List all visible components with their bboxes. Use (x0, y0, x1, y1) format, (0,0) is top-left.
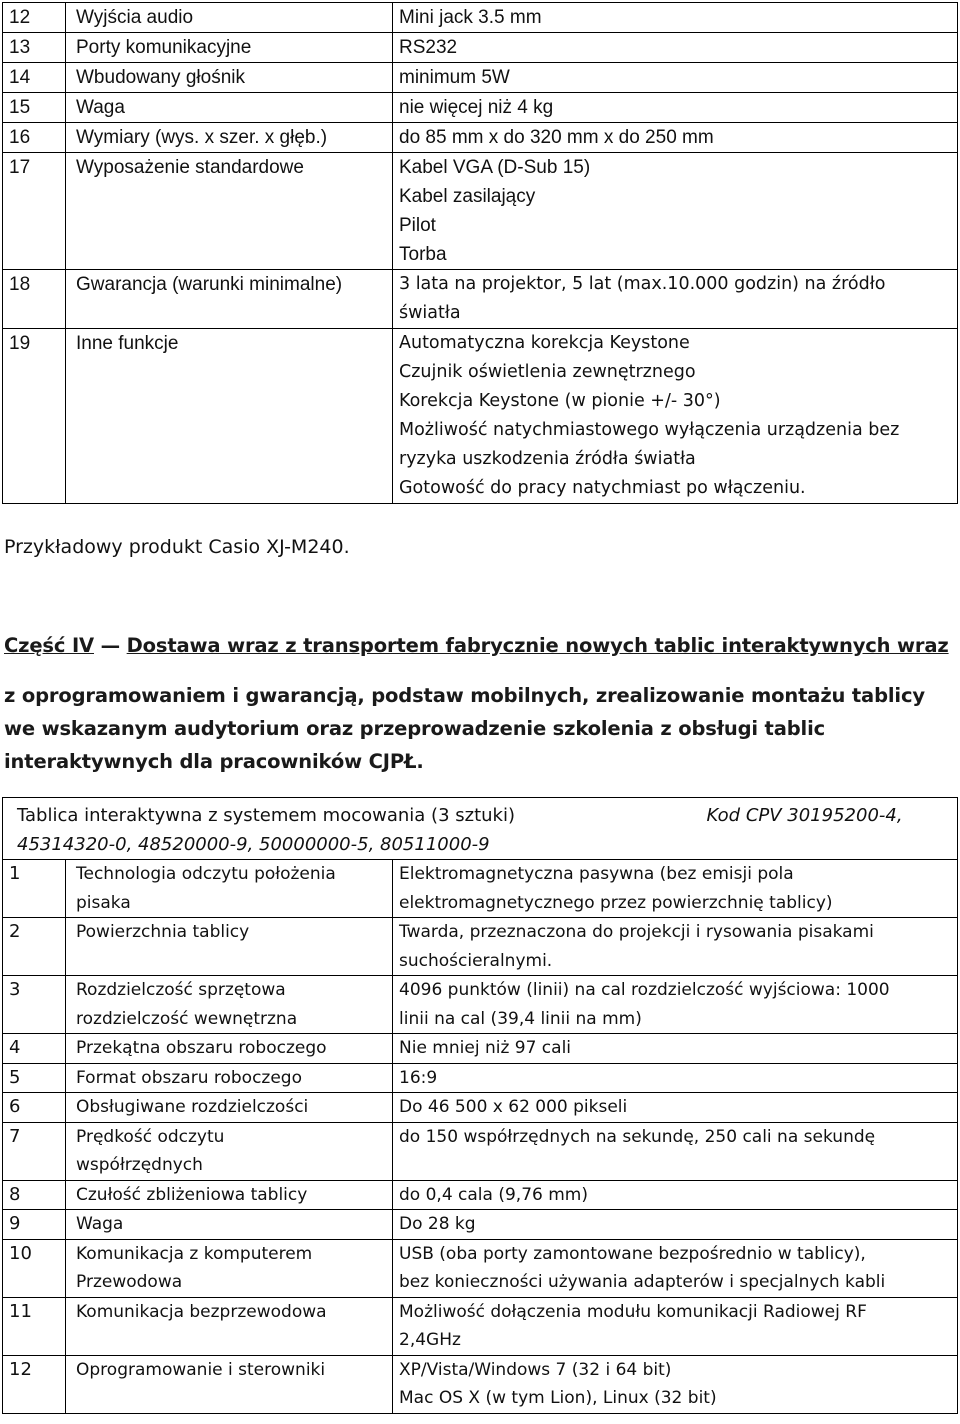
row-number: 13 (3, 33, 66, 63)
spec-value (393, 1093, 958, 1123)
spec-label (66, 329, 393, 504)
header-line-1 (17, 801, 957, 830)
spec-value (393, 1063, 958, 1093)
spec-label (66, 1297, 393, 1355)
interactive-board-spec-table (2, 797, 958, 1414)
spec-value (393, 976, 958, 1034)
spec-value-line: nie więcej niż 4 kg (399, 97, 554, 118)
spec-label-line: Wymiary (wys. x szer. x głęb.) (76, 127, 328, 148)
spec-label (66, 1063, 393, 1093)
spec-value-line: Elektromagnetyczna pasywna (bez emisji pola (399, 864, 794, 884)
spec-value (393, 1297, 958, 1355)
spec-value-line: Nie mniej niż 97 cali (399, 1038, 572, 1058)
spec-value-line: Mac OS X (w tym Lion), Linux (32 bit) (399, 1388, 717, 1408)
table-row (3, 918, 958, 976)
spec-label-line: Przewodowa (76, 1272, 183, 1292)
spec-value (393, 1355, 958, 1413)
spec-label-line: Wbudowany głośnik (76, 67, 245, 88)
spec-value-line: 4096 punktów (linii) na cal rozdzielczość wyjściowa: 1000 (399, 980, 890, 1000)
spec-value (393, 1239, 958, 1297)
spec-label (66, 63, 393, 93)
spec-value-line: 16:9 (399, 1067, 438, 1088)
spec-value (393, 1180, 958, 1210)
spec-label (66, 3, 393, 33)
spec-value (393, 63, 958, 93)
part-iv-title-text-1: Dostawa wraz z transportem fabrycznie nowych tablic interaktywnych wraz (126, 634, 949, 657)
spec-label (66, 1239, 393, 1297)
table-row (3, 860, 958, 918)
spec-value-line: Torba (399, 244, 447, 265)
row-number: 2 (3, 918, 66, 976)
row-number: 12 (3, 3, 66, 33)
row-number: 7 (3, 1122, 66, 1180)
spec-label (66, 1093, 393, 1123)
spec-label-line: Wyjścia audio (76, 7, 194, 28)
spec-label (66, 33, 393, 63)
spec-label-line: pisaka (76, 892, 131, 913)
spec-value-line: Kabel VGA (D-Sub 15) (399, 157, 591, 178)
row-number: 9 (3, 1210, 66, 1240)
part-iv-title-line-1 (4, 634, 949, 657)
row-number: 1 (3, 860, 66, 918)
table-row (3, 1122, 958, 1180)
spec-value-line: Możliwość natychmiastowego wyłączenia urządzenia bez (399, 420, 900, 440)
spec-value-line: do 0,4 cala (9,76 mm) (399, 1184, 588, 1205)
spec-label-line: Porty komunikacyjne (76, 37, 252, 58)
spec-label-line: Komunikacja bezprzewodowa (76, 1301, 327, 1322)
spec-value-line: 3 lata na projektor, 5 lat (max.10.000 godzin) na źródło (399, 274, 886, 294)
spec-label (66, 1180, 393, 1210)
spec-label-line: Czułość zbliżeniowa tablicy (76, 1184, 308, 1205)
part-iv-title-line-3: we wskazanym audytorium oraz przeprowadzenie szkolenia z obsługi tablic (4, 717, 826, 740)
spec-value-line: XP/Vista/Windows 7 (32 i 64 bit) (399, 1359, 672, 1380)
row-number: 3 (3, 976, 66, 1034)
spec-value-line: światła (399, 303, 461, 323)
table-row (3, 63, 958, 93)
table-header-cell (3, 798, 958, 860)
spec-label (66, 123, 393, 153)
part-iv-title-line-2: z oprogramowaniem i gwarancją, podstaw mobilnych, zrealizowanie montażu tablicy (4, 684, 925, 707)
spec-label-line: współrzędnych (76, 1155, 203, 1175)
spec-label (66, 1122, 393, 1180)
row-number: 19 (3, 329, 66, 504)
spec-value-line: minimum 5W (399, 67, 510, 88)
spec-label-line: Format obszaru roboczego (76, 1067, 302, 1088)
cpv-code-label: Kod CPV 30195200-4, (706, 805, 903, 826)
table-row (3, 123, 958, 153)
row-number: 10 (3, 1239, 66, 1297)
spec-label (66, 153, 393, 270)
spec-label-line: Powierzchnia tablicy (76, 922, 250, 942)
spec-value-line: Do 28 kg (399, 1214, 476, 1234)
part-iv-dash: — (100, 634, 120, 657)
spec-value (393, 93, 958, 123)
spec-value (393, 123, 958, 153)
spec-value (393, 860, 958, 918)
part-iv-title-line-4: interaktywnych dla pracowników CJPŁ. (4, 750, 424, 773)
spec-label-line: rozdzielczość wewnętrzna (76, 1008, 298, 1029)
spec-label-line: Prędkość odczytu (76, 1126, 225, 1147)
table-row (3, 1210, 958, 1240)
spec-label-line: Wyposażenie standardowe (76, 157, 304, 178)
cpv-codes: 45314320-0, 48520000-9, 50000000-5, 80511000-9 (17, 834, 490, 855)
spec-label-line: Gwarancja (warunki minimalne) (76, 274, 343, 295)
table-row (3, 1355, 958, 1413)
table-header-row (3, 798, 958, 860)
spec-label (66, 860, 393, 918)
spec-label-line: Waga (76, 97, 125, 118)
part-iv-label: Część IV (4, 634, 94, 657)
spec-label-line: Przekątna obszaru roboczego (76, 1038, 327, 1058)
spec-value-line: Twarda, przeznaczona do projekcji i rysowania pisakami (399, 922, 874, 942)
table-row (3, 153, 958, 270)
row-number: 12 (3, 1355, 66, 1413)
spec-value-line: Automatyczna korekcja Keystone (399, 333, 690, 353)
spec-value-line: Mini jack 3.5 mm (399, 7, 542, 28)
spec-value-line: RS232 (399, 37, 458, 58)
table-row (3, 33, 958, 63)
spec-value (393, 1034, 958, 1064)
spec-value-line: elektromagnetycznego przez powierzchnię tablicy) (399, 892, 833, 913)
board-title: Tablica interaktywna z systemem mocowania (3 sztuki) (17, 805, 515, 826)
spec-value-line: Możliwość dołączenia modułu komunikacji Radiowej RF (399, 1301, 867, 1322)
spec-label-line: Inne funkcje (76, 333, 179, 354)
table-row (3, 976, 958, 1034)
table-row (3, 270, 958, 329)
table-row (3, 329, 958, 504)
table-row (3, 1093, 958, 1123)
table-row (3, 93, 958, 123)
spec-value-line: suchościeralnymi. (399, 950, 553, 971)
spec-label (66, 1355, 393, 1413)
table-row (3, 1180, 958, 1210)
spec-label-line: Oprogramowanie i sterowniki (76, 1359, 326, 1380)
spec-label (66, 1034, 393, 1064)
spec-value (393, 33, 958, 63)
row-number: 6 (3, 1093, 66, 1123)
row-number: 5 (3, 1063, 66, 1093)
row-number: 8 (3, 1180, 66, 1210)
spec-label-line: Obsługiwane rozdzielczości (76, 1097, 309, 1117)
spec-label (66, 1210, 393, 1240)
spec-label-line: Waga (76, 1214, 124, 1234)
table-row (3, 1297, 958, 1355)
spec-label (66, 918, 393, 976)
row-number: 4 (3, 1034, 66, 1064)
spec-value (393, 3, 958, 33)
spec-label-line: Rozdzielczość sprzętowa (76, 980, 286, 1000)
spec-value-line: ryzyka uszkodzenia źródła światła (399, 449, 696, 469)
spec-value (393, 329, 958, 504)
spec-value-line: linii na cal (39,4 linii na mm) (399, 1008, 642, 1029)
table-row (3, 1239, 958, 1297)
spec-value-line: Czujnik oświetlenia zewnętrznego (399, 362, 696, 382)
spec-value-line: do 85 mm x do 320 mm x do 250 mm (399, 127, 714, 148)
spec-label (66, 270, 393, 329)
spec-value-line: Korekcja Keystone (w pionie +/- 30°) (399, 391, 721, 411)
spec-value-line: Do 46 500 x 62 000 pikseli (399, 1097, 628, 1117)
row-number: 11 (3, 1297, 66, 1355)
spec-value (393, 1122, 958, 1180)
spec-value-line: do 150 współrzędnych na sekundę, 250 cali na sekundę (399, 1126, 876, 1147)
row-number: 14 (3, 63, 66, 93)
spec-value (393, 153, 958, 270)
table-row (3, 1034, 958, 1064)
row-number: 17 (3, 153, 66, 270)
spec-value (393, 270, 958, 329)
example-product-note: Przykładowy produkt Casio XJ-M240. (4, 536, 350, 558)
spec-value-line: Gotowość do pracy natychmiast po włączeniu. (399, 478, 806, 498)
projector-spec-table (2, 2, 958, 504)
spec-label (66, 976, 393, 1034)
table-row (3, 3, 958, 33)
spec-value (393, 918, 958, 976)
spec-value-line: USB (oba porty zamontowane bezpośrednio w tablicy), (399, 1243, 866, 1264)
row-number: 15 (3, 93, 66, 123)
table-row (3, 1063, 958, 1093)
spec-value-line: 2,4GHz (399, 1330, 461, 1350)
spec-label (66, 93, 393, 123)
spec-value-line: Kabel zasilający (399, 186, 536, 207)
spec-label-line: Technologia odczytu położenia (76, 864, 336, 884)
row-number: 16 (3, 123, 66, 153)
spec-value-line: bez konieczności używania adapterów i specjalnych kabli (399, 1272, 886, 1292)
spec-value-line: Pilot (399, 215, 436, 236)
row-number: 18 (3, 270, 66, 329)
spec-value (393, 1210, 958, 1240)
spec-label-line: Komunikacja z komputerem (76, 1243, 313, 1264)
